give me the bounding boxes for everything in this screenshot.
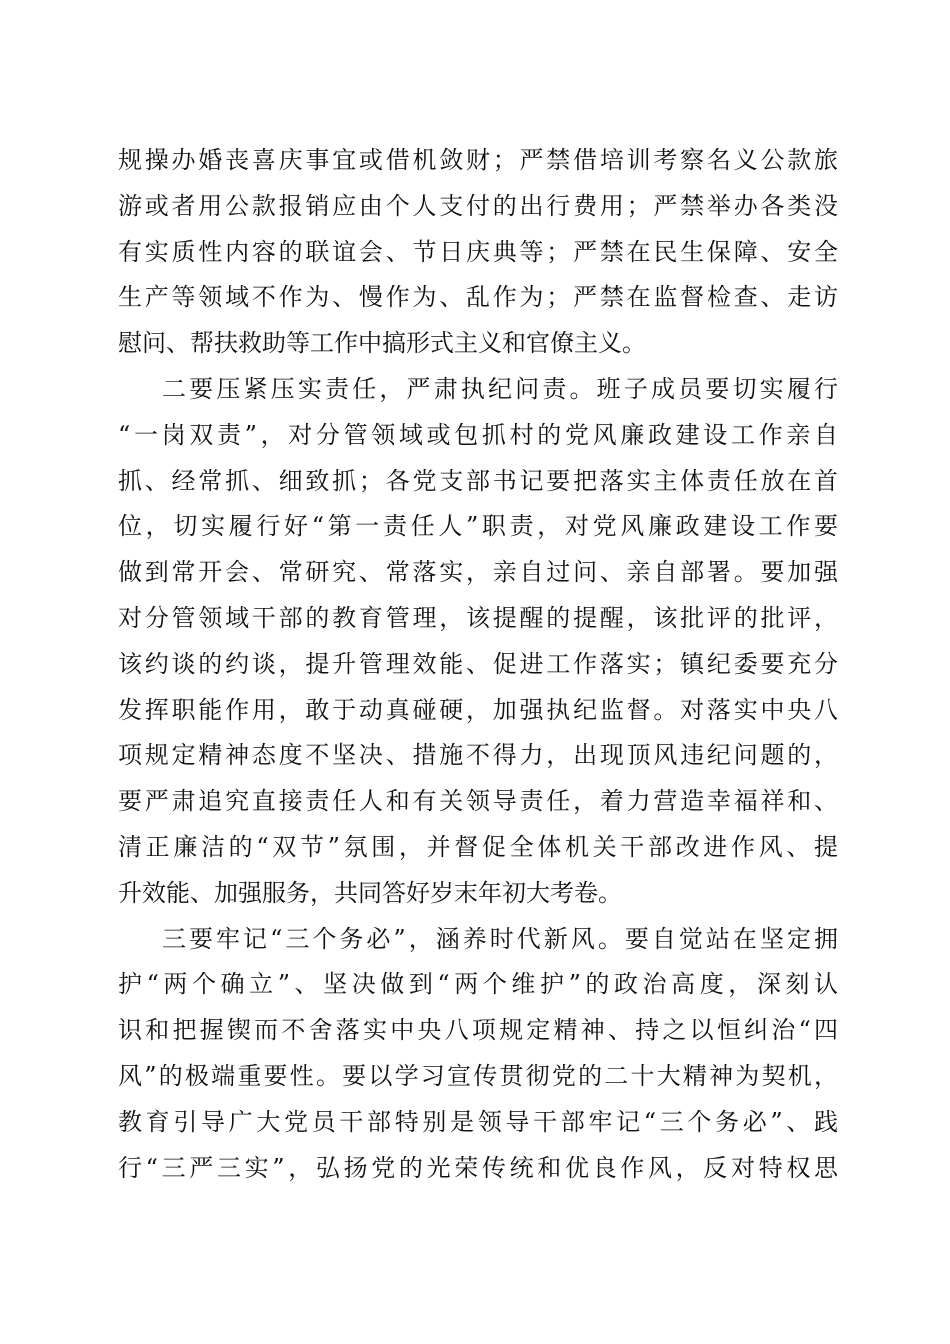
text-line: 识和把握锲而不舍落实中央八项规定精神、持之以恒纠治“四 bbox=[118, 1016, 838, 1045]
paragraph-first-line: 二要压紧压实责任，严肃执纪问责。班子成员要切实履行 bbox=[162, 374, 838, 403]
text-line: “一岗双责”，对分管领域或包抓村的党风廉政建设工作亲自 bbox=[118, 420, 838, 449]
text-line: 清正廉洁的“双节”氛围，并督促全体机关干部改进作风、提 bbox=[118, 832, 838, 861]
text-line: 慰问、帮扶救助等工作中搞形式主义和官僚主义。 bbox=[118, 329, 646, 358]
text-line: 该约谈的约谈，提升管理效能、促进工作落实；镇纪委要充分 bbox=[118, 649, 838, 678]
text-line: 教育引导广大党员干部特别是领导干部牢记“三个务必”、践 bbox=[118, 1107, 838, 1136]
text-line: 规操办婚丧喜庆事宜或借机敛财；严禁借培训考察名义公款旅 bbox=[118, 146, 838, 174]
text-line: 要严肃追究直接责任人和有关领导责任，着力营造幸福祥和、 bbox=[118, 787, 838, 816]
text-line: 项规定精神态度不坚决、措施不得力，出现顶风违纪问题的， bbox=[118, 741, 838, 770]
text-line: 抓、经常抓、细致抓；各党支部书记要把落实主体责任放在首 bbox=[118, 466, 838, 495]
text-line: 对分管领域干部的教育管理，该提醒的提醒，该批评的批评， bbox=[118, 603, 838, 632]
text-line: 护“两个确立”、坚决做到“两个维护”的政治高度，深刻认 bbox=[118, 970, 838, 999]
text-line: 做到常开会、常研究、常落实，亲自过问、亲自部署。要加强 bbox=[118, 558, 838, 587]
text-line: 有实质性内容的联谊会、节日庆典等；严禁在民生保障、安全 bbox=[118, 237, 838, 266]
text-line: 升效能、加强服务，共同答好岁末年初大考卷。 bbox=[118, 878, 622, 907]
paragraph-first-line: 三要牢记“三个务必”，涵养时代新风。要自觉站在坚定拥 bbox=[162, 924, 838, 953]
text-line: 发挥职能作用，敢于动真碰硬，加强执纪监督。对落实中央八 bbox=[118, 695, 838, 724]
body-text bbox=[118, 138, 838, 1191]
text-line: 生产等领域不作为、慢作为、乱作为；严禁在监督检查、走访 bbox=[118, 283, 838, 312]
text-line: 位，切实履行好“第一责任人”职责，对党风廉政建设工作要 bbox=[118, 512, 838, 541]
text-line: 游或者用公款报销应由个人支付的出行费用；严禁举办各类没 bbox=[118, 191, 838, 220]
text-line: 行“三严三实”，弘扬党的光荣传统和优良作风，反对特权思 bbox=[118, 1153, 838, 1182]
text-line: 风”的极端重要性。要以学习宣传贯彻党的二十大精神为契机， bbox=[118, 1061, 838, 1090]
